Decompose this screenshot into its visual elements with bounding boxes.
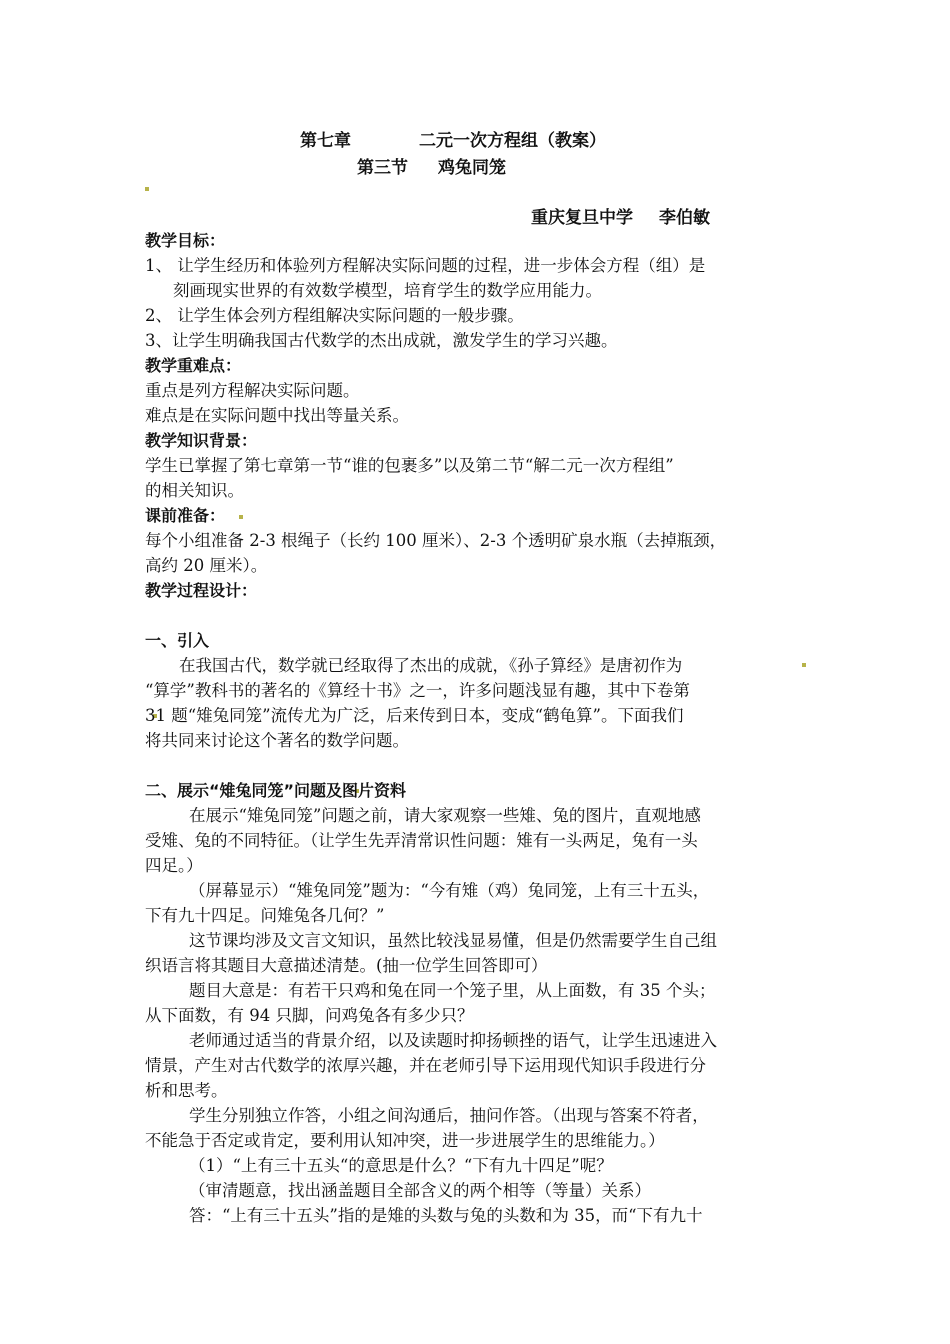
- part2-line: 这节课均涉及文言文知识，虽然比较浅显易懂，但是仍然需要学生自己组: [189, 931, 717, 950]
- part2-line: 答：“上有三十五头”指的是雉的头数与兔的头数和为 35，而“下有九十: [189, 1206, 703, 1225]
- part1-line: 将共同来讨论这个著名的数学问题。: [145, 731, 409, 750]
- part1-line: 在我国古代，数学就已经取得了杰出的成就，《孙子算经》是唐初作为: [179, 656, 683, 675]
- section-title-line: [357, 153, 506, 178]
- part2-line: 析和思考。: [145, 1081, 228, 1100]
- part2-line: （屏幕显示）“雉兔同笼”题为：“今有雉（鸡）兔同笼，上有三十五头，: [189, 881, 710, 900]
- part2-line: 四足。）: [145, 856, 203, 875]
- objective-line: 1、 让学生经历和体验列方程解决实际问题的过程，进一步体会方程（组）是: [145, 256, 706, 275]
- part2-line: 老师通过适当的背景介绍，以及读题时抑扬顿挫的语气，让学生迅速进入: [189, 1031, 717, 1050]
- decorative-dot: [145, 187, 149, 191]
- section-label: 第三节: [357, 158, 408, 178]
- chapter-title-line: [300, 126, 606, 151]
- part1-heading: 一、引入: [145, 631, 210, 650]
- chapter-title: 二元一次方程组（教案）: [419, 131, 606, 151]
- part1-line: 31 题“雉兔同笼”流传尤为广泛，后来传到日本，变成“鹤龟算”。下面我们: [145, 706, 684, 725]
- preparation-line: 高约 20 厘米）。: [145, 556, 268, 575]
- part2-line: 受雉、兔的不同特征。（让学生先弄清常识性问题：雉有一头两足，兔有一头: [145, 831, 698, 850]
- part2-heading: 二、展示“雉兔同笼”问题及图片资料: [145, 781, 407, 800]
- preparation-heading: 课前准备：: [145, 506, 226, 525]
- difficulty-line: 重点是列方程解决实际问题。: [145, 381, 360, 400]
- difficulties-heading: 教学重难点：: [145, 356, 242, 375]
- objective-line: 刻画现实世界的有效数学模型，培育学生的数学应用能力。: [173, 281, 602, 300]
- part2-line: （审清题意，找出涵盖题目全部含义的两个相等（等量）关系）: [189, 1181, 651, 1200]
- background-heading: 教学知识背景：: [145, 431, 258, 450]
- author-line: [531, 203, 710, 228]
- part2-line: 下有九十四足。问雉兔各几何？”: [145, 906, 385, 925]
- part2-line: 织语言将其题目大意描述清楚。(抽一位学生回答即可）: [145, 956, 548, 975]
- section-title: 鸡兔同笼: [438, 158, 506, 178]
- objectives-heading: 教学目标：: [145, 231, 226, 250]
- school-name: 重庆复旦中学: [531, 208, 633, 228]
- part2-line: 题目大意是：有若干只鸡和兔在同一个笼子里，从上面数，有 35 个头；: [189, 981, 716, 1000]
- difficulty-line: 难点是在实际问题中找出等量关系。: [145, 406, 409, 425]
- part2-line: 从下面数，有 94 只脚，问鸡兔各有多少只？: [145, 1006, 474, 1025]
- part2-line: 学生分别独立作答，小组之间沟通后，抽问作答。（出现与答案不符者，: [189, 1106, 709, 1125]
- part2-line: 不能急于否定或肯定，要利用认知冲突，进一步进展学生的思维能力。）: [145, 1131, 665, 1150]
- process-heading: 教学过程设计：: [145, 581, 258, 600]
- objective-line: 3、让学生明确我国古代数学的杰出成就，激发学生的学习兴趣。: [145, 331, 618, 350]
- part2-line: （1）“上有三十五头“的意思是什么？“下有九十四足”呢？: [189, 1156, 613, 1175]
- part1-line: “算学”教科书的著名的《算经十书》之一，许多问题浅显有趣，其中下卷第: [145, 681, 690, 700]
- part2-line: 在展示“雉兔同笼”问题之前，请大家观察一些雉、兔的图片，直观地感: [189, 806, 701, 825]
- objective-line: 2、 让学生体会列方程组解决实际问题的一般步骤。: [145, 306, 524, 325]
- document-body: [145, 228, 817, 1228]
- chapter-label: 第七章: [300, 131, 351, 151]
- preparation-line: 每个小组准备 2-3 根绳子（长约 100 厘米）、2-3 个透明矿泉水瓶（去掉瓶颈，: [145, 531, 727, 550]
- background-line: 的相关知识。: [145, 481, 244, 500]
- part2-line: 情景，产生对古代数学的浓厚兴趣，并在老师引导下运用现代知识手段进行分: [145, 1056, 706, 1075]
- background-line: 学生已掌握了第七章第一节“谁的包裹多”以及第二节“解二元一次方程组”: [145, 456, 674, 475]
- teacher-name: 李伯敏: [659, 208, 710, 228]
